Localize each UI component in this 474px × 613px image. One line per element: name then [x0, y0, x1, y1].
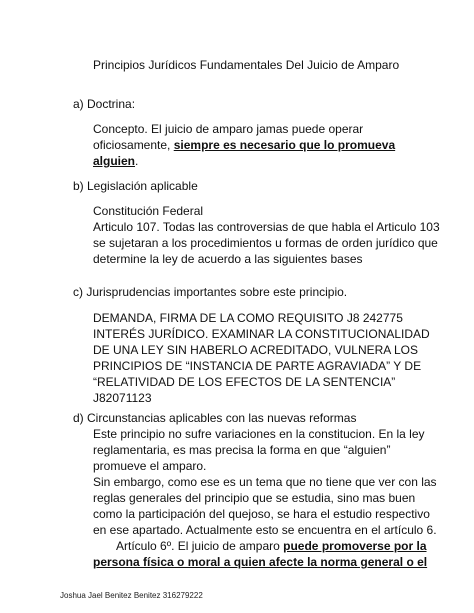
section-d-line-7: en ese apartado. Actualmente esto se encuentra en el artículo 6. [93, 523, 437, 537]
section-c-line-2: INTERÉS JURÍDICO. EXAMINAR LA CONSTITUCIONALIDAD [93, 327, 430, 341]
section-a-heading: a) Doctrina: [73, 97, 136, 111]
section-d-line-1: Este principio no sufre variaciones en la constitucion. En la ley [93, 427, 425, 441]
section-a-period: . [135, 154, 139, 168]
section-d-last-line: persona física o moral a quien afecte la norma general o el [93, 555, 428, 569]
section-d-line-5: reglas generales del principio que se estudia, sino mas buen [93, 491, 416, 505]
section-c-line-1: DEMANDA, FIRMA DE LA COMO REQUISITO J8 242775 [93, 311, 403, 325]
section-d-line-4: Sin embargo, como ese es un tema que no tiene que ver con las [93, 475, 437, 489]
section-b-line-3: determine la ley de acuerdo a las siguientes bases [93, 252, 363, 266]
section-a-emphasis-end: alguien [93, 154, 136, 168]
section-a-line-1: Concepto. El juicio de amparo jamas puede operar [93, 122, 364, 136]
section-c-heading: c) Jurisprudencias importantes sobre este principio. [73, 285, 348, 299]
section-d-line-6: como la participación del quejoso, se hara el estudio respectivo [93, 507, 430, 521]
section-b-line-2: se sujetaran a los procedimientos u formas de orden jurídico que [93, 236, 438, 250]
section-a-line-2-text: oficiosamente, [93, 138, 174, 152]
section-a-line-2 [93, 137, 395, 153]
section-d-article-6-line [116, 538, 427, 554]
page-footer: Joshua Jael Benitez Benitez 316279222 [60, 591, 203, 600]
section-d-line-3: promueve el amparo. [93, 459, 207, 473]
section-c-line-5: “RELATIVIDAD DE LOS EFECTOS DE LA SENTENCIA” [93, 375, 396, 389]
document-title: Principios Jurídicos Fundamentales Del Juicio de Amparo [93, 58, 400, 72]
section-a-emphasis: siempre es necesario que lo promueva [173, 138, 396, 152]
section-c-line-6: J82071123 [93, 391, 152, 405]
section-c-line-3: DE UNA LEY SIN HABERLO ACREDITADO, VULNERA LOS [93, 343, 418, 357]
section-c-line-4: PRINCIPIOS DE “INSTANCIA DE PARTE AGRAVIADA” Y DE [93, 359, 422, 373]
section-d-heading: d) Circunstancias aplicables con las nuevas reformas [73, 411, 357, 425]
section-b-heading: b) Legislación aplicable [73, 179, 198, 193]
section-b-subheading: Constitución Federal [93, 204, 204, 218]
section-a-line-3 [93, 153, 138, 169]
article-6-text: Artículo 6º. El juicio de amparo [116, 539, 284, 553]
article-6-emphasis: puede promoverse por la [283, 539, 427, 553]
section-d-line-2: reglamentaria, es mas precisa la forma en que “alguien” [93, 443, 391, 457]
section-b-line-1: Articulo 107. Todas las controversias de que habla el Articulo 103 [93, 220, 440, 234]
